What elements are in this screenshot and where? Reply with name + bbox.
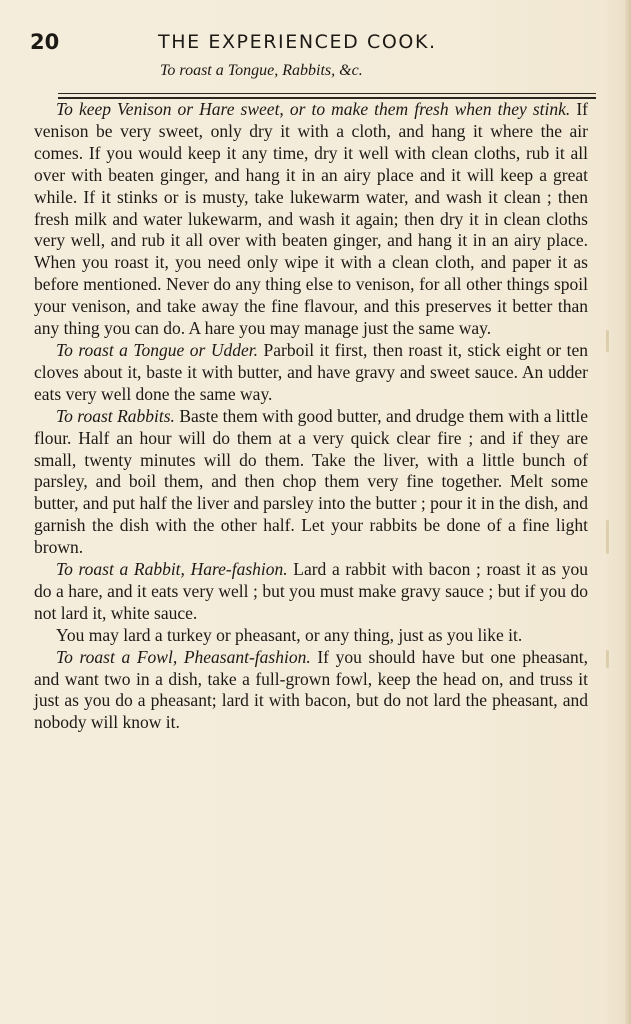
paper-fleck	[606, 520, 609, 554]
recipe-body: If you should have but one pheasant, and want two in a dish, take a full-grown fowl, keep the head on, and truss it just as you do a pheasant; lard it with bacon, but do not lard the pheasant, and nobody will know it.	[34, 646, 588, 733]
recipe-heading: To keep Venison or Hare sweet, or to make them fresh when they stink.	[56, 99, 571, 119]
recipe-paragraph	[34, 340, 588, 406]
recipe-paragraph	[34, 559, 588, 625]
recipe-paragraph	[34, 99, 588, 340]
recipe-paragraph	[34, 625, 588, 647]
book-title: THE EXPERIENCED COOK.	[158, 31, 437, 53]
paper-fleck	[606, 330, 609, 352]
recipe-body: Parboil it first, then roast it, stick eight or ten cloves about it, baste it with butter, and have gravy and sweet sauce. An udder eats very well done the same way.	[34, 339, 588, 404]
recipe-heading: To roast a Tongue or Udder.	[56, 339, 259, 360]
recipe-paragraph	[34, 406, 588, 559]
recipe-body: You may lard a turkey or pheasant, or any thing, just as you like it.	[56, 624, 523, 645]
recipe-heading: To roast Rabbits.	[56, 405, 175, 426]
section-subhead: To roast a Tongue, Rabbits, &c.	[160, 62, 363, 79]
page-edge	[625, 0, 631, 1024]
running-head	[30, 30, 595, 58]
paper-fleck	[606, 650, 609, 668]
page-number: 20	[30, 30, 60, 54]
recipe-heading: To roast a Rabbit, Hare-fashion.	[56, 559, 288, 580]
recipe-body: Lard a rabbit with bacon ; roast it as you do a hare, and it eats very well ; but you must make gravy sauce ; but if you do not lard it, white sauce.	[34, 559, 588, 623]
recipe-heading: To roast a Fowl, Pheasant-fashion.	[56, 646, 311, 667]
header-rule	[58, 93, 596, 94]
recipe-body: Baste them with good butter, and drudge them with a little flour. Half an hour will do them at a very quick clear fire ; and if they are small, twenty minutes will do them. Take the liver, with a little bunch of parsley, and boil them, and then chop them very fine together. Melt some butter, and put half the liver and parsley into the butter ; pour it in the dish, and garnish the dish with the other half. Let your rabbits be done of a fine light brown.	[34, 405, 588, 558]
body-text	[34, 99, 588, 734]
recipe-paragraph	[34, 647, 588, 735]
recipe-body: If venison be very sweet, only dry it with a cloth, and hang it where the air comes. If you would keep it any time, dry it well with clean cloths, rub it all over with beaten ginger, and hang it in an airy place and it will keep a great while. If it stinks or is musty, take lukewarm water, and wash it clean ; then fresh milk and water lukewarm, and wash it again; then dry it in clean cloths very well, and rub it all over with beaten ginger, and hang it in an airy place. When you roast it, you need only wipe it with a clean cloth, and paper it as before mentioned. Never do any thing else to venison, for all other things spoil your venison, and take away the fine flavour, and this preserves it better than any thing you can do. A hare you may manage just the same way.	[34, 99, 588, 339]
